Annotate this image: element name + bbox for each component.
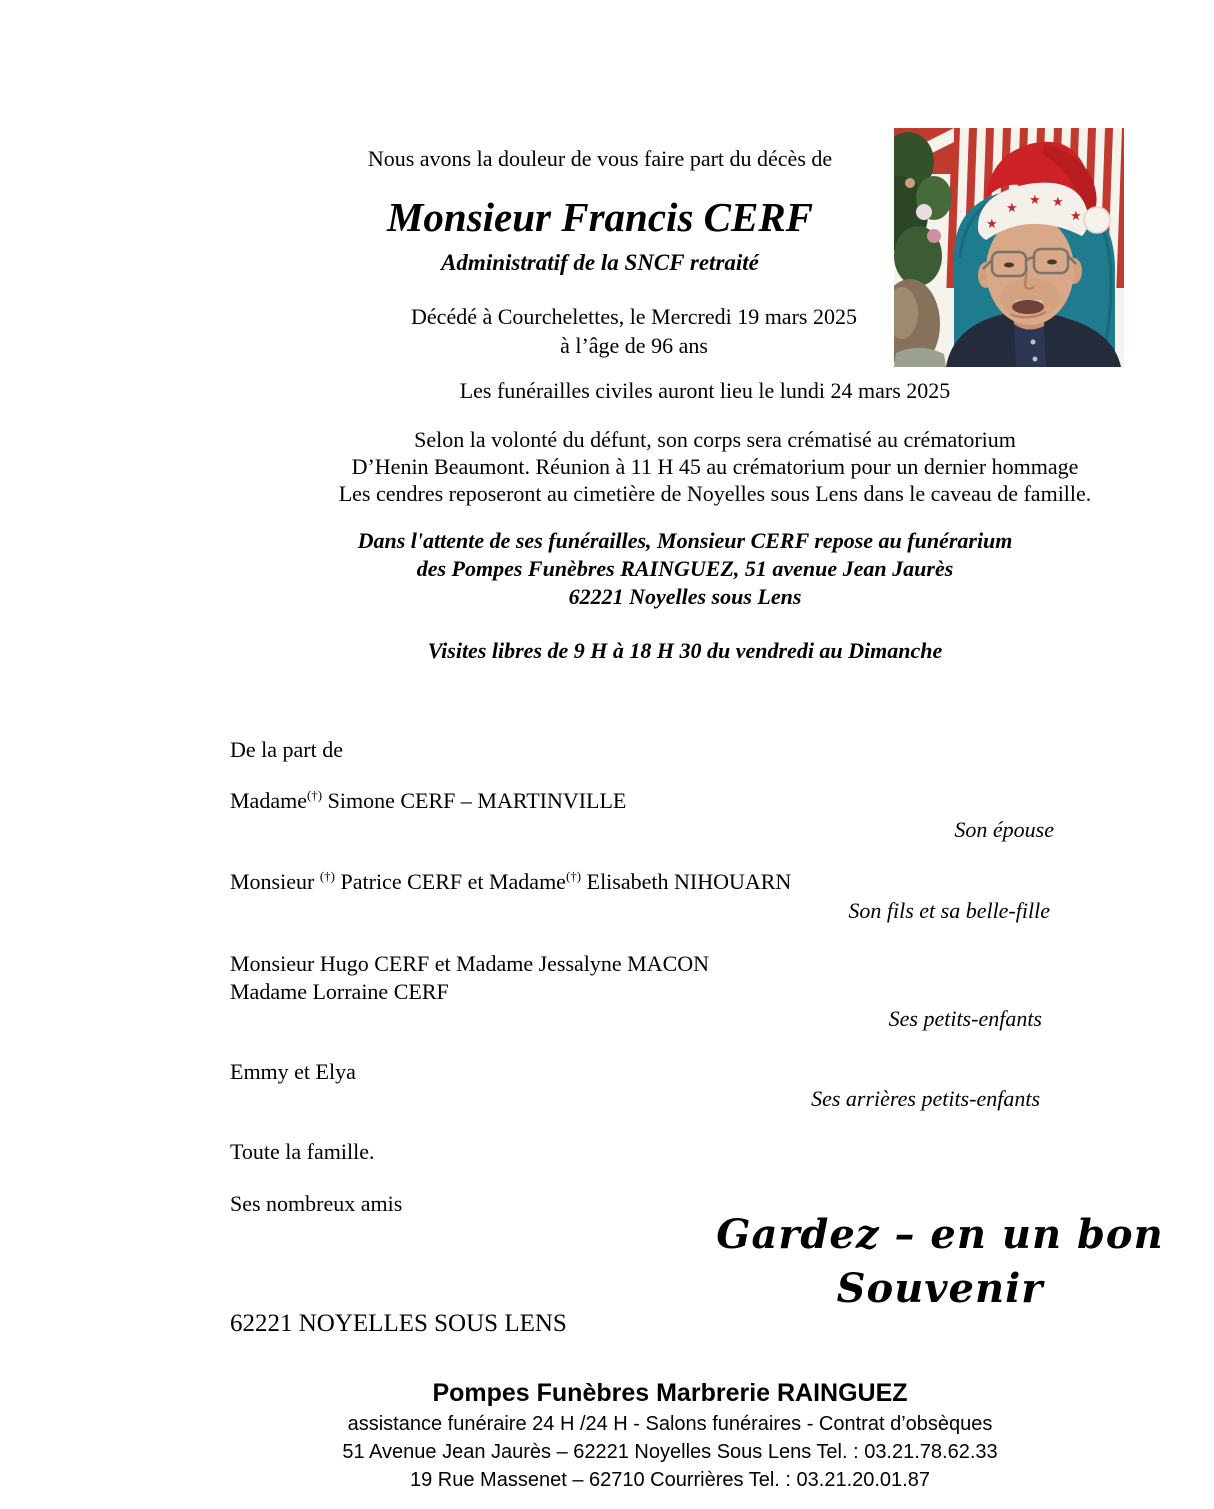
family-line: Toute la famille. [230,1139,375,1164]
family-entry-wife: Madame(†) Simone CERF – MARTINVILLE [230,787,627,813]
relation-great-grandchildren: Ses arrières petits-enfants [811,1086,1040,1111]
relation-son: Son fils et sa belle-fille [848,898,1050,923]
svg-text:★: ★ [1006,201,1018,216]
from-heading: De la part de [230,737,343,762]
funerals-line: Les funérailles civiles auront lieu le lundi 24 mars 2025 [459,378,951,403]
family-entry-grandchildren: Monsieur Hugo CERF et Madame Jessalyne MACON Madame Lorraine CERF [230,951,710,1004]
svg-text:★: ★ [1052,195,1064,210]
funeral-home-name: Pompes Funèbres Marbrerie RAINGUEZ [432,1379,908,1407]
family-entry-son: Monsieur (†) Patrice CERF et Madame(†) Elisabeth NIHOUARN [230,868,792,894]
footer-address-1: 51 Avenue Jean Jaurès – 62221 Noyelles Sous Lens Tel. : 03.21.78.62.33 [342,1441,998,1463]
friends-line: Ses nombreux amis [230,1191,403,1216]
relation-wife: Son épouse [954,817,1054,842]
repose-block: Dans l'attente de ses funérailles, Monsieur CERF repose au funérarium des Pompes Funèbres RAINGUEZ, 51 avenue Jean Jaurès 62221 Noyelles sous Lens [357,528,1013,609]
relation-grandchildren: Ses petits-enfants [888,1006,1042,1031]
svg-text:★: ★ [1070,209,1082,224]
footer-services-line: assistance funéraire 24 H /24 H - Salons funéraires - Contrat d’obsèques [347,1413,993,1435]
svg-text:★: ★ [986,217,998,232]
footer-address-2: 19 Rue Massenet – 62710 Courrières Tel. : 03.21.20.01.87 [410,1469,930,1491]
city-line: 62221 NOYELLES SOUS LENS [230,1310,567,1337]
family-entry-great-grandchildren: Emmy et Elya [230,1059,356,1084]
visits-line: Visites libres de 9 H à 18 H 30 du vendredi au Dimanche [427,638,943,663]
intro-line: Nous avons la douleur de vous faire part du décès de [367,146,833,171]
svg-text:★: ★ [1029,193,1041,208]
death-date-block: Décédé à Courchelettes, le Mercredi 19 mars 2025 à l’âge de 96 ans [411,304,857,358]
deceased-title: Administratif de la SNCF retraité [441,250,759,275]
funeral-home-footer [230,1376,1110,1494]
closing-script: Gardez – en un bon Souvenir [716,1211,1164,1312]
cremation-block: Selon la volonté du défunt, son corps sera crématisé au crématorium D’Henin Beaumont. Réunion à 11 H 45 au crématorium pour un dernier hommage Les cendres reposeront au cimetière de Noyelles sous Lens dans le caveau de famille. [338,427,1092,506]
deceased-name: Monsieur Francis CERF [386,194,814,240]
